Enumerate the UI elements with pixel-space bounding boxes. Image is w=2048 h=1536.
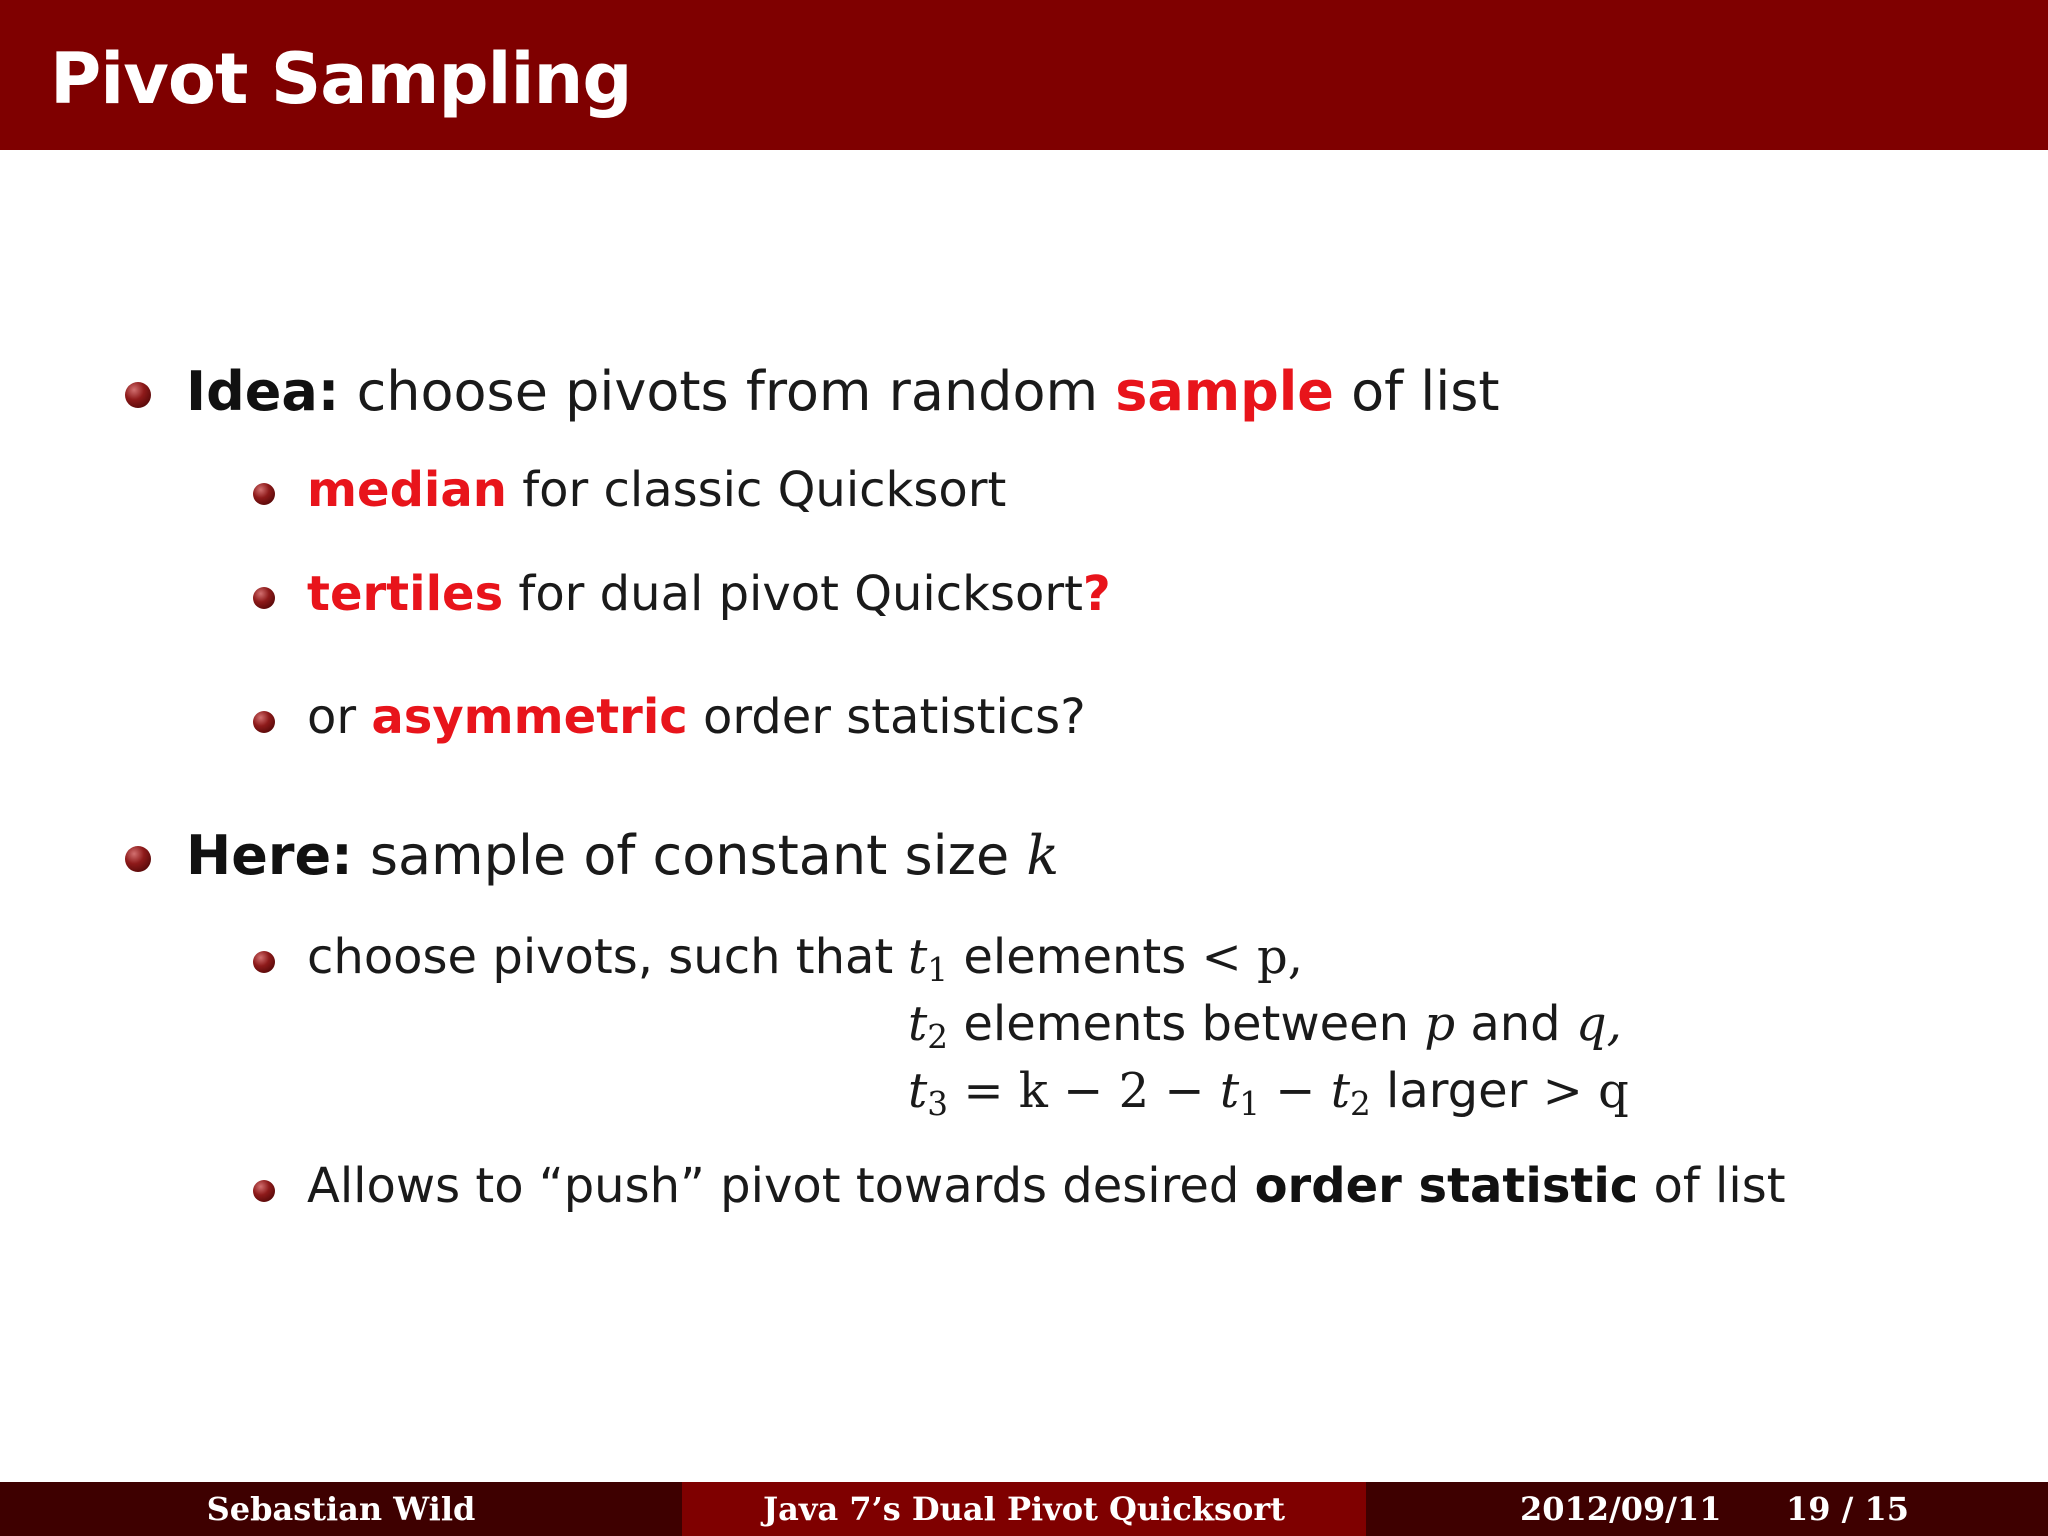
var-k: k	[1026, 824, 1060, 887]
median-highlight: median	[307, 462, 507, 518]
footer-date: 2012/09/11	[1520, 1490, 1722, 1528]
tertiles-text: for dual pivot Quicksort	[503, 566, 1083, 622]
bullet-icon	[125, 846, 151, 872]
footer-talk-title: Java 7’s Dual Pivot Quicksort	[682, 1482, 1366, 1536]
median-text: for classic Quicksort	[506, 462, 1007, 518]
idea-subitem-tertiles	[307, 566, 1111, 622]
bullet-icon	[253, 711, 275, 733]
idea-text-before: choose pivots from random	[339, 360, 1116, 423]
bullet-icon	[253, 951, 275, 973]
bullet-icon	[253, 1180, 275, 1202]
push-pivot-item: Allows to “push” pivot towards desired order statistic of list	[307, 1158, 1786, 1214]
tertiles-question-mark: ?	[1082, 566, 1111, 622]
footer-page-number: 19 / 15	[1786, 1490, 1910, 1528]
condition-row-1: $t_1$ elements < p,	[908, 929, 1303, 990]
slide-title: Pivot Sampling	[50, 38, 632, 120]
here-text: sample of constant size	[352, 824, 1027, 887]
here-label: Here:	[186, 824, 353, 887]
asymmetric-prefix: or	[307, 689, 372, 745]
asymmetric-text: order statistics?	[687, 689, 1086, 745]
tertiles-highlight: tertiles	[307, 566, 504, 622]
idea-label: Idea:	[186, 360, 340, 423]
footer-info	[1366, 1482, 2048, 1536]
bullet-icon	[125, 382, 151, 408]
condition-row-3: $t_3 = k - 2 - t_1 - t_2$ larger > q	[908, 1063, 1629, 1124]
footer	[0, 1482, 2048, 1536]
idea-item	[186, 360, 1500, 423]
bullet-icon	[253, 483, 275, 505]
idea-text-after: of list	[1333, 360, 1500, 423]
idea-highlight: sample	[1115, 360, 1334, 423]
idea-subitem-asymmetric	[307, 689, 1086, 745]
choose-pivots-text: choose pivots, such that	[307, 929, 894, 985]
idea-subitem-median	[307, 462, 1006, 518]
here-item	[186, 824, 1059, 887]
bullet-icon	[253, 587, 275, 609]
condition-row-2: $t_2$ elements between p and q,	[908, 996, 1622, 1057]
asymmetric-highlight: asymmetric	[371, 689, 688, 745]
footer-author: Sebastian Wild	[0, 1482, 682, 1536]
order-statistic-bold: order statistic	[1254, 1158, 1639, 1214]
